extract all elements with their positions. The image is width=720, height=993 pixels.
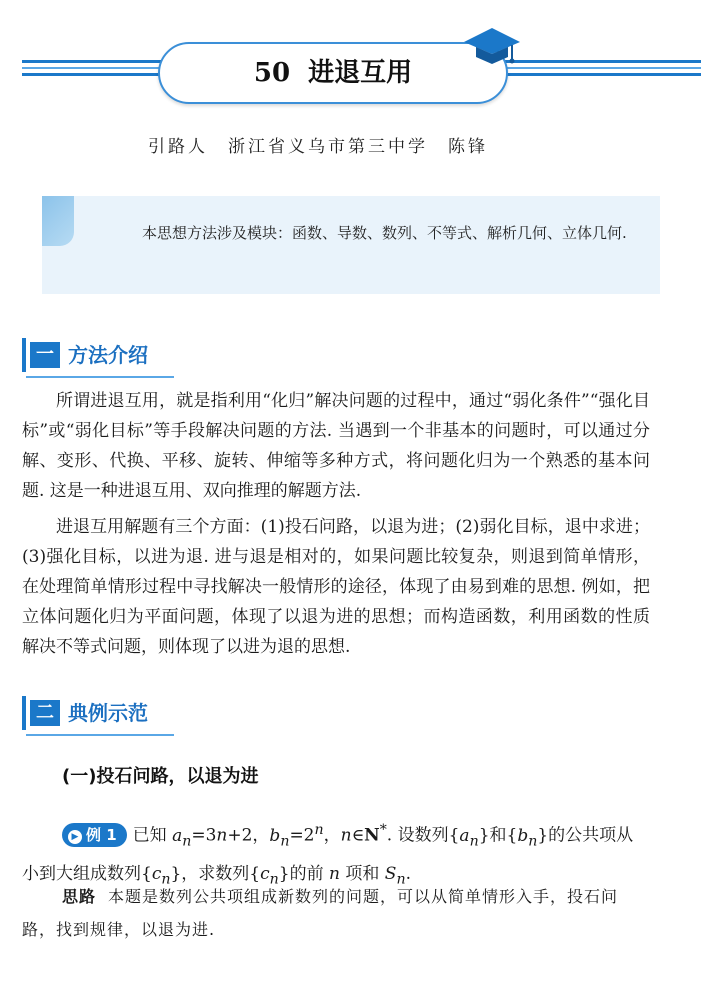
title-number: 50 bbox=[253, 58, 291, 88]
text-segment: }的前 bbox=[278, 864, 330, 885]
text-segment: . bbox=[405, 864, 411, 885]
module-box bbox=[42, 196, 660, 294]
author-line: 引路人 浙江省义乌市第三中学 陈锋 bbox=[148, 137, 488, 157]
play-icon: ▶ bbox=[68, 830, 82, 844]
section-title: 典例示范 bbox=[68, 700, 148, 725]
example-1: ▶ 例 1 已知 $a_n=3n+2$，$b_n=2^n$，n∈N*. 设数列$\{a_n\}$和$\{b_n\}$的公共项从小到大组成数列$\{c_n\}$，求数列$\{c_n\}$的前 n 项和 $S_n$. bbox=[22, 822, 634, 888]
graduation-cap-icon bbox=[462, 24, 522, 70]
section-number: 二 bbox=[30, 700, 60, 726]
text-segment: =3 bbox=[191, 825, 217, 846]
method-paragraph-2: 进退互用解题有三个方面：(1)投石问路，以退为进；(2)弱化目标，退中求进；(3)强化目标，以进为退. 进与退是相对的，如果问题比较复杂，则退到简单情形，在处理简单情形过程中寻找解决一般情形的途径，体现了由易到难的思想. 例如，把立体问题化归为平面问题，体现了以退为进的思想；而构造函数，利用函数的性质解决不等式问题，则体现了以进为退的思想. bbox=[22, 517, 650, 657]
text-segment: }的公共项从小到大组成数列{ bbox=[22, 825, 634, 885]
title-text: 进退互用 bbox=[308, 58, 413, 88]
title-frame bbox=[158, 42, 508, 104]
heading-bar bbox=[22, 696, 26, 730]
text-segment: +2， bbox=[227, 825, 270, 846]
text-segment: N bbox=[364, 825, 380, 846]
text-segment: }和{ bbox=[478, 825, 518, 846]
title-decor-left bbox=[22, 60, 172, 80]
section-number: 一 bbox=[30, 342, 60, 368]
section-title: 方法介绍 bbox=[68, 342, 148, 367]
title-banner bbox=[0, 38, 720, 108]
idea-text: 本题是数列公共项组成新数列的问题，可以从简单情形入手，投石问路，找到规律，以退为进. bbox=[22, 887, 619, 939]
text-segment: . 设数列{ bbox=[386, 825, 460, 846]
text-segment: ∈ bbox=[351, 825, 365, 846]
example-badge-label: 例 1 bbox=[86, 825, 117, 844]
module-line-2: 体几何. bbox=[577, 224, 627, 242]
title-decor-right bbox=[505, 60, 701, 80]
module-line-1: 本思想方法涉及模块：函数、导数、数列、不等式、解析几何、立 bbox=[142, 224, 578, 242]
text-segment: * bbox=[379, 822, 387, 838]
method-paragraph-1: 所谓进退互用，就是指利用“化归”解决问题的过程中，通过“弱化条件”“强化目标”或“弱化目标”等手段解决问题的方法. 当遇到一个非基本的问题时，可以通过分解、变形、代换、平移、旋转、伸缩等多种方式，将问题化归为一个熟悉的基本问题. 这是一种进退互用、双向推理的解题方法. bbox=[22, 391, 650, 501]
text-segment: ， bbox=[323, 825, 341, 846]
text-segment: =2 bbox=[289, 825, 315, 846]
example-badge bbox=[62, 823, 127, 847]
corner-decoration bbox=[42, 196, 74, 246]
page-title bbox=[160, 44, 506, 102]
section-heading-method bbox=[22, 338, 148, 372]
text-segment: 已知 bbox=[132, 825, 173, 846]
idea-keyword: 思路 bbox=[62, 887, 97, 906]
heading-underline bbox=[26, 734, 174, 736]
solution-idea bbox=[22, 880, 650, 946]
heading-bar bbox=[22, 338, 26, 372]
section-heading-examples bbox=[22, 696, 148, 730]
text-segment: }，求数列{ bbox=[170, 864, 261, 885]
subsection-heading: (一)投石问路，以退为进 bbox=[62, 766, 259, 787]
heading-underline bbox=[26, 376, 174, 378]
module-text bbox=[78, 216, 650, 250]
text-segment: 项和 bbox=[339, 864, 385, 885]
